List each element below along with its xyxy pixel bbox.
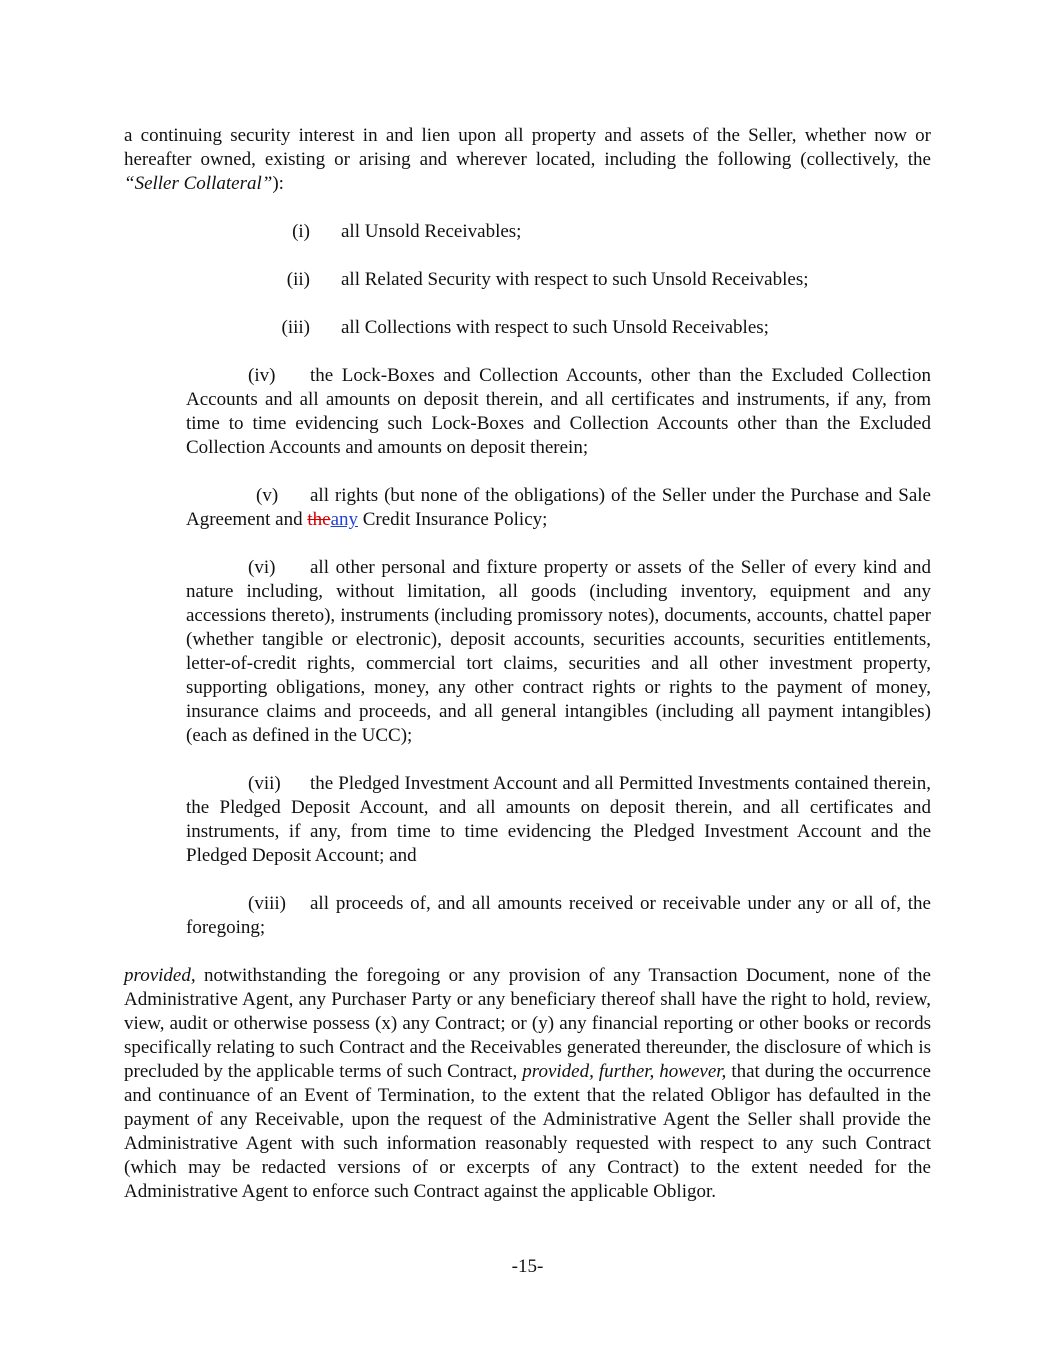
proviso-text-part1: notwithstanding the foregoing or any provision of any Transaction Document, none of the Administrative Agent, any Purchaser Party or any beneficiary thereof shall have the right to hold, review, view, audit or otherwise possess (x) any Contract; or (y) any financial reporting or other books or records specifically relating to such Contract and the Receivables generated thereunder, the disclosure of which is precluded by the applicable terms of such Contract, [124,965,931,1082]
page-number: -15- [511,1256,544,1277]
clause-number [124,316,310,340]
clause-number: (vii) [248,773,281,794]
intro-paragraph [124,124,931,196]
clause-vi [186,556,931,748]
clause-text: all Related Security with respect to such Unsold Receivables; [341,269,809,290]
clause-text: all Collections with respect to such Unsold Receivables; [341,317,769,338]
clause-number-text: (iii) [281,317,310,338]
clause-ii [124,268,931,292]
document-page [124,124,931,1204]
proviso-lead: provided, [124,965,196,986]
clause-number [124,268,310,292]
deleted-text: the [307,509,331,530]
proviso-lead-further: provided, further, however, [522,1061,727,1082]
intro-text-after: ): [272,173,284,194]
clause-text-before: all rights (but none of the obligations) of the Seller under the Purchase and Sale Agreement and [186,485,931,530]
clause-number: (viii) [248,893,286,914]
clause-text: all other personal and fixture property or assets of the Seller of every kind and nature including, without limitation, all goods (including inventory, equipment and any accessions thereto), instruments (including promissory notes), documents, accounts, chattel paper (whether tangible or electronic), deposit accounts, securities accounts, securities entitlements, letter-of-credit rights, commercial tort claims, securities and all other investment property, supporting obligations, money, any other contract rights or rights to the payment of money, insurance claims and proceeds, and all general intangibles (including all payment intangibles) (each as defined in the UCC); [186,557,931,746]
proviso-text-part2: that during the occurrence and continuance of an Event of Termination, to the extent that the related Obligor has defaulted in the payment of any Receivable, upon the request of the Administrative Agent the Seller shall provide the Administrative Agent with such information reasonably requested with respect to any such Contract (which may be redacted versions of or excerpts of any Contract) to the extent needed for the Administrative Agent to enforce such Contract against the applicable Obligor. [124,1061,931,1202]
clause-vii [186,772,931,868]
inserted-text: any [330,509,358,530]
clause-text: the Pledged Investment Account and all Permitted Investments contained therein, the Pledged Deposit Account, and all amounts on deposit therein, and all certificates and instruments, if any, from time to time evidencing the Pledged Investment Account and the Pledged Deposit Account; and [186,773,931,866]
clause-viii [186,892,931,940]
clause-v [186,484,931,532]
clause-number-text: (ii) [286,269,310,290]
clause-i [124,220,931,244]
defined-term-seller-collateral: “Seller Collateral” [124,173,273,194]
clause-number: (vi) [248,557,276,578]
clause-text: all proceeds of, and all amounts received or receivable under any or all of, the foregoing; [186,893,931,938]
clause-iv [186,364,931,460]
clause-iii [124,316,931,340]
intro-text-before: a continuing security interest in and lien upon all property and assets of the Seller, whether now or hereafter owned, existing or arising and wherever located, including the following (collectively, the [124,125,931,170]
clause-text: the Lock-Boxes and Collection Accounts, other than the Excluded Collection Accounts and all amounts on deposit therein, and all certificates and instruments, if any, from time to time evidencing such Lock-Boxes and Collection Accounts other than the Excluded Collection Accounts and amounts on deposit therein; [186,365,931,458]
clause-text: all Unsold Receivables; [341,221,522,242]
clause-text-after: Credit Insurance Policy; [358,509,548,530]
clause-number [124,220,310,244]
proviso-paragraph [124,964,931,1204]
clause-number: (v) [256,485,279,506]
clause-number: (iv) [248,365,276,386]
clause-number-text: (i) [292,221,310,242]
